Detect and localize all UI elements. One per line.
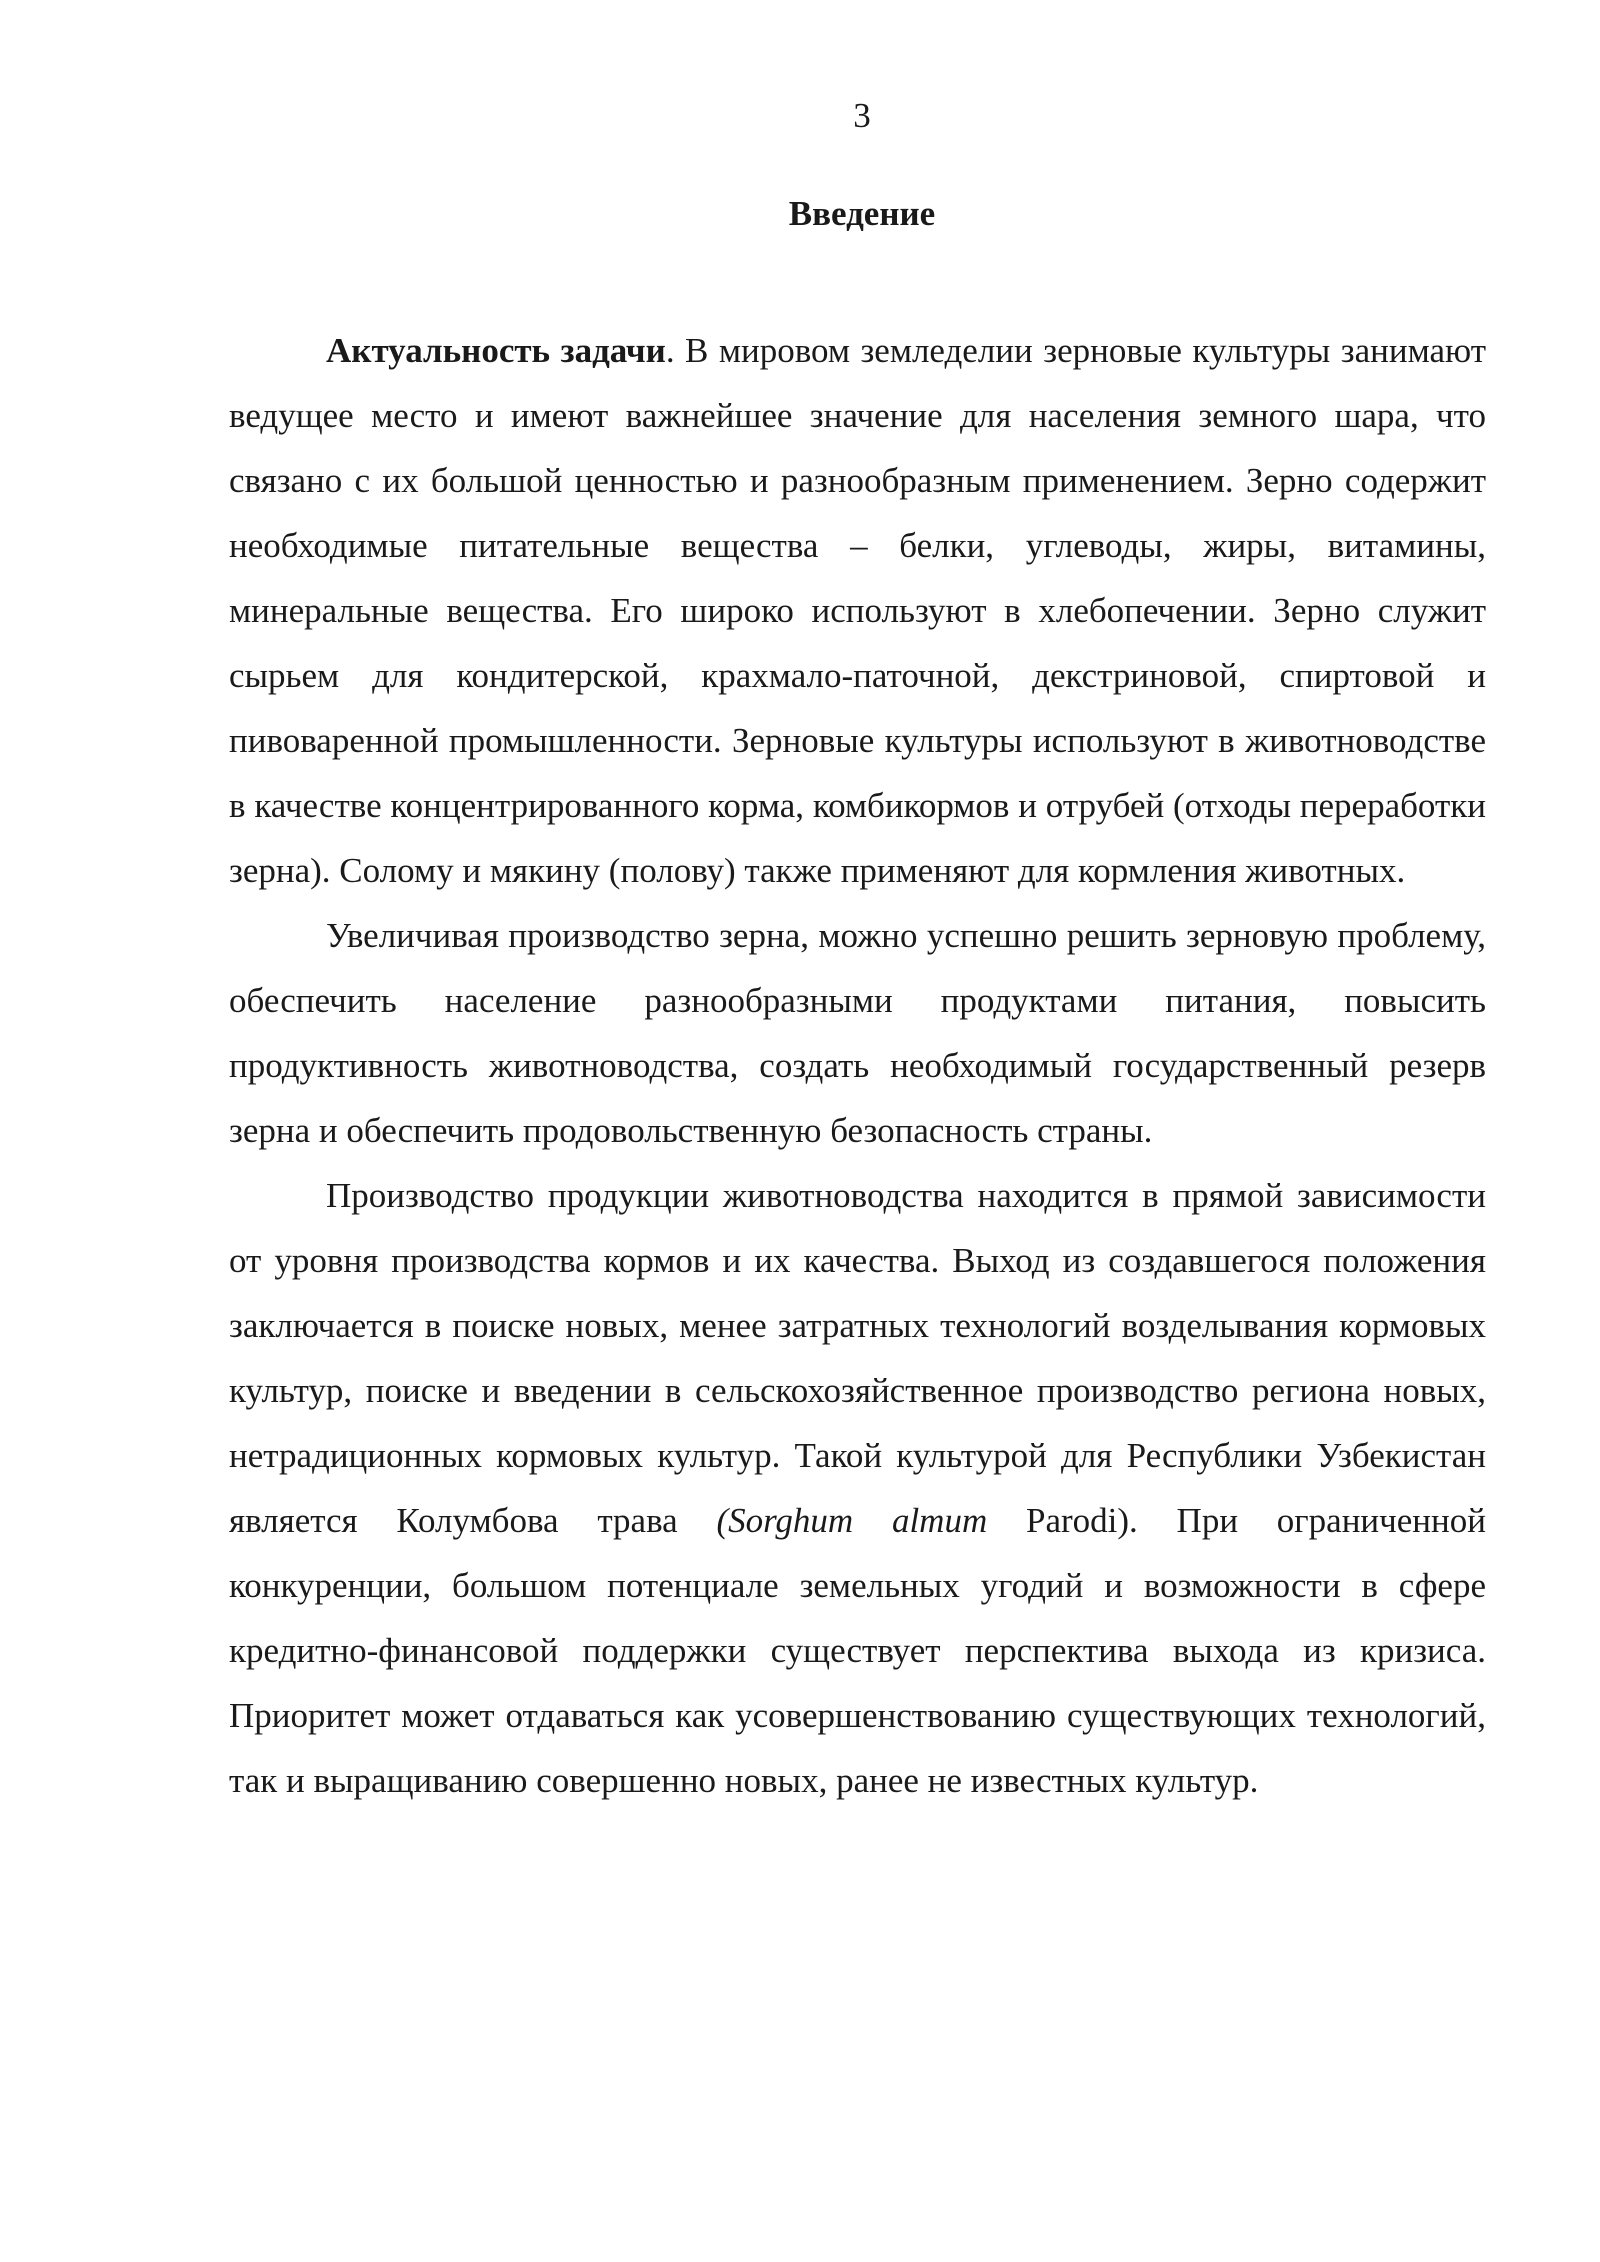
paragraph-text: Производство продукции животноводства находится в прямой зависимости от уровня производства кормов и их качества. Выход из создавшегося положения заключается в поиске новых, менее затратных технологий возделывания кормовых культур, поиске и введении в сельскохозяйственное производство региона новых, нетрадиционных кормовых культур. Такой культурой для Республики Узбекистан является Колумбова трава <box>229 1176 1486 1540</box>
section-title: Введение <box>788 194 936 233</box>
paragraph-livestock <box>229 1163 1486 1813</box>
paragraph-text: Увеличивая производство зерна, можно успешно решить зерновую проблему, обеспечить население разнообразными продуктами питания, повысить продуктивность животноводства, создать необходимый государственный резерв зерна и обеспечить продовольственную безопасность страны. <box>229 916 1486 1150</box>
paragraph-relevance <box>229 318 1486 903</box>
species-name-italic: (Sorghum almum <box>716 1501 988 1540</box>
paragraph-lead: Актуальность задачи <box>326 331 666 370</box>
paragraph-text: Parodi). При ограниченной конкуренции, большом потенциале земельных угодий и возможности в сфере кредитно-финансовой поддержки существует перспектива выхода из кризиса. Приоритет может отдаваться как усовершенствованию существующих технологий, так и выращиванию совершенно новых, ранее не известных культур. <box>229 1501 1486 1800</box>
body-text <box>229 318 1486 1813</box>
page-number: 3 <box>853 96 871 135</box>
paragraph-grain-production <box>229 903 1486 1163</box>
paragraph-text: . В мировом земледелии зерновые культуры занимают ведущее место и имеют важнейшее значение для населения земного шара, что связано с их большой ценностью и разнообразным применением. Зерно содержит необходимые питательные вещества – белки, углеводы, жиры, витамины, минеральные вещества. Его широко используют в хлебопечении. Зерно служит сырьем для кондитерской, крахмало-паточной, декстриновой, спиртовой и пивоваренной промышленности. Зерновые культуры используют в животноводстве в качестве концентрированного корма, комбикормов и отрубей (отходы переработки зерна). Солому и мякину (полову) также применяют для кормления животных. <box>229 331 1486 890</box>
